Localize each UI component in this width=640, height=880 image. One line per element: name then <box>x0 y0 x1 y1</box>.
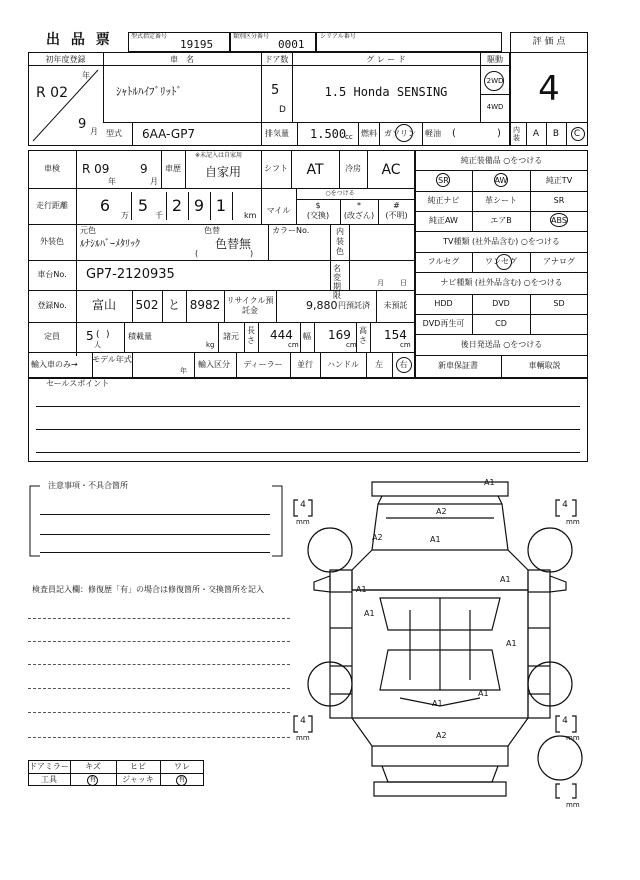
scratch-label: キズ <box>85 762 101 771</box>
jack-label: ジャッキ <box>122 775 154 784</box>
tv-label: TV種類 (社外品含む) ○をつける <box>443 237 560 246</box>
height-value: 154 <box>384 328 407 342</box>
navi-dvd: DVD <box>492 299 510 308</box>
handle-left: 左 <box>375 360 383 369</box>
tread-rear-left-unit: mm <box>296 734 310 742</box>
length-label: 長さ <box>247 326 255 345</box>
handle-right-circle <box>396 357 412 373</box>
mileage-digit-4: 9 <box>193 196 205 215</box>
tools-label: 工具 <box>41 775 57 784</box>
mark-right-rear: A1 <box>506 639 517 648</box>
title-change-month: 月 <box>377 279 384 287</box>
tread-front-left: 4 <box>300 500 306 510</box>
inspector-label: 検査員記入欄：修復歴「有」の場合は修復箇所・交換箇所を記入 <box>32 585 264 594</box>
genuine-sr: SR <box>438 176 449 185</box>
model-year-label: モデル年式 <box>92 355 132 364</box>
history-label: 車歴 <box>165 164 181 173</box>
handle-label: ハンドル <box>327 360 359 369</box>
shift-value: AT <box>306 162 324 178</box>
sunroof: SR <box>553 196 565 205</box>
capacity-label: 定員 <box>44 332 60 341</box>
leather-seat: 革シート <box>485 196 517 205</box>
length-value: 444 <box>270 328 293 342</box>
tamper-sym: * <box>357 201 361 210</box>
inspection-month-unit: 月 <box>150 177 158 186</box>
break-label: ワレ <box>174 762 190 771</box>
genuine-sr-circle <box>436 173 450 187</box>
capacity-value: 5 <box>86 329 94 343</box>
unknown-sym: # <box>393 201 400 210</box>
navi-sd: SD <box>553 299 565 308</box>
import-only-label: 輸入車のみ→ <box>31 360 78 369</box>
mileage-digit-5: 1 <box>215 196 227 215</box>
inspection-label: 車検 <box>44 164 60 173</box>
year-unit: 年 <box>82 71 90 80</box>
tread-front-left-unit: mm <box>296 518 310 526</box>
tools-circle <box>87 775 98 786</box>
doors-value: 5 <box>271 83 280 98</box>
exchange-sym: $ <box>315 201 321 210</box>
import-class-label: 輸入区分 <box>198 360 230 369</box>
gasoline-circle <box>395 124 413 142</box>
mark-rear-bumper: A2 <box>436 731 447 740</box>
dealer-option: ディーラー <box>243 360 283 369</box>
inspection-year: R 09 <box>82 162 110 176</box>
length-unit: cm <box>288 341 299 349</box>
first-reg-month: 9 <box>78 117 87 132</box>
form-title: 出 品 票 <box>46 32 113 48</box>
genuine-tv: 純正TV <box>545 176 573 185</box>
parallel-option: 並行 <box>297 360 313 369</box>
tools-value: 有 <box>89 775 97 783</box>
interior-grade-c: C <box>573 129 581 139</box>
mark-front-left: A2 <box>372 533 383 542</box>
displacement-value: 1.500 <box>310 127 347 141</box>
capacity-paren-close: ) <box>106 330 110 340</box>
repaint-label: 色替 <box>204 226 220 235</box>
class-no-label: 類別区分番号 <box>233 33 270 40</box>
mark-hood: A2 <box>436 507 447 516</box>
mirror-label: ドアミラー <box>29 762 69 771</box>
drive-4wd: 4WD <box>486 103 504 111</box>
recycle-unit: 円預託済 <box>338 301 370 310</box>
mark-front-bumper: A1 <box>484 478 495 487</box>
mark-hood-2: A1 <box>430 535 441 544</box>
mile-label: マイル <box>266 206 291 215</box>
dims-label: 諸元 <box>223 332 239 341</box>
genuine-aw-row: 純正AW <box>429 216 458 225</box>
repaint-paren-open: ( <box>195 249 199 258</box>
ac-label: 冷房 <box>345 164 361 173</box>
tv-analog: アナログ <box>543 257 575 266</box>
tread-spare-unit: mm <box>566 801 580 809</box>
recycle-status: 未預託 <box>383 301 408 310</box>
drive-label: 駆動 <box>487 55 503 64</box>
mileage-man: 万 <box>121 211 129 220</box>
sales-point-label: セールスポイント <box>46 379 110 388</box>
caution-frame <box>28 481 284 558</box>
new-car-warranty: 新車保証書 <box>438 361 478 370</box>
width-value: 169 <box>328 328 351 342</box>
vin-label: 車台No. <box>37 270 67 279</box>
diesel: 軽油 <box>425 129 441 138</box>
title-change-label: 名変期限 <box>333 264 341 300</box>
airbag: エアB <box>490 216 512 225</box>
diesel-paren-close: ) <box>497 128 501 139</box>
load-unit: kg <box>206 341 215 349</box>
width-label: 幅 <box>303 332 311 341</box>
interior-grade-a: A <box>532 129 540 139</box>
month-unit: 月 <box>90 127 98 136</box>
cd: CD <box>495 319 507 328</box>
car-name: ｼｬﾄﾙﾊｲﾌﾞﾘｯﾄﾞ <box>116 85 182 98</box>
first-reg-label: 初年度登録 <box>45 55 86 64</box>
interior-label: 内装 <box>513 126 520 142</box>
mileage-sen: 千 <box>155 211 163 220</box>
model-value: 6AA-GP7 <box>142 127 196 141</box>
original-color-label: 元色 <box>80 226 96 235</box>
mark-right-door: A1 <box>500 575 511 584</box>
reg-area: 富山 <box>91 298 116 312</box>
repaint-paren-close: ) <box>250 249 254 258</box>
navi-hdd: HDD <box>434 299 453 308</box>
type-no-label: 型式指定番号 <box>131 33 168 40</box>
tamper-label: (改ざん) <box>343 211 375 220</box>
height-label: 高さ <box>359 326 367 345</box>
mileage-digit-2: 5 <box>137 196 149 215</box>
unknown-label: (不明) <box>385 211 408 220</box>
mileage-km: km <box>244 211 257 220</box>
reg-num: 8982 <box>189 298 221 312</box>
genuine-aw-circle <box>494 173 508 187</box>
genuine-navi: 純正ナビ <box>427 196 460 205</box>
crack-label: ヒビ <box>130 762 146 771</box>
recycle-amount: 9,880 <box>306 299 338 312</box>
jack-circle <box>176 775 187 786</box>
fuel-label: 燃料 <box>361 129 377 138</box>
abs: ABS <box>551 216 567 225</box>
tread-rear-left: 4 <box>300 716 306 726</box>
grade-label: グ レ ー ド <box>366 55 406 64</box>
mark-left-door: A1 <box>356 585 367 594</box>
car-diagram <box>290 470 600 820</box>
shift-label: シフト <box>264 164 288 173</box>
displacement-unit: cc <box>345 133 353 141</box>
capacity-paren: ( <box>96 330 100 340</box>
vin-value: GP7-2120935 <box>86 267 175 282</box>
tread-rear-right: 4 <box>562 716 568 726</box>
abs-circle <box>550 213 568 227</box>
dvd-play: DVD再生可 <box>422 319 465 328</box>
first-reg-era: R 02 <box>36 85 68 101</box>
grade-value: 1.5 Honda SENSING <box>324 85 448 99</box>
model-year-unit: 年 <box>180 367 187 375</box>
tv-fullseg: フルセグ <box>427 257 460 266</box>
car-name-label: 車 名 <box>170 55 194 64</box>
serial-label: シリアル番号 <box>320 33 356 40</box>
navi-label: ナビ種類 (社外品含む) ○をつける <box>440 278 563 287</box>
displacement-label: 排気量 <box>265 129 289 138</box>
recycle-label: リサイクル預託金 <box>226 296 274 315</box>
sales-point-box <box>28 378 588 462</box>
diesel-paren-open: ( <box>452 128 456 139</box>
interior-color-label: 内装色 <box>336 227 344 256</box>
capacity-unit: 人 <box>94 341 101 349</box>
load-label: 積載量 <box>128 332 152 341</box>
repaint-value: 色替無 <box>215 237 252 251</box>
inspection-year-unit: 年 <box>108 177 116 186</box>
tv-oneseg: ワンセグ <box>485 257 517 266</box>
width-unit: cm <box>346 341 357 349</box>
mileage-digit-1: 6 <box>99 196 111 215</box>
ac-value: AC <box>381 162 401 178</box>
color-label: 外装色 <box>40 237 64 246</box>
tv-oneseg-circle <box>496 254 512 270</box>
interior-grade-b: B <box>552 129 560 139</box>
mileage-circle-note: ○をつける <box>325 190 355 197</box>
mark-left-rear: A1 <box>364 609 375 618</box>
color-no-label: カラーNo. <box>272 226 310 235</box>
inspection-month: 9 <box>140 162 148 176</box>
tread-front-right-unit: mm <box>566 518 580 526</box>
jack-value: 有 <box>178 775 186 783</box>
gasoline: ガソリン <box>384 129 416 138</box>
title-change-day: 日 <box>400 279 407 287</box>
exchange-label: (交換) <box>306 211 330 220</box>
reg-kana: と <box>167 298 180 312</box>
genuine-aw: AW <box>494 176 508 185</box>
interior-grade-circle <box>571 127 585 141</box>
caution-label: 注意事項・不具合箇所 <box>48 481 128 490</box>
height-unit: cm <box>400 341 411 349</box>
later-label: 後日発送品 ○をつける <box>460 340 543 349</box>
vehicle-manual: 車輌取説 <box>528 361 561 370</box>
original-color: ﾙﾅｼﾙﾊﾞｰﾒﾀﾘｯｸ <box>80 239 140 250</box>
class-no: 0001 <box>278 38 305 51</box>
score-label: 評 価 点 <box>532 37 566 47</box>
mark-roof-rear: A1 <box>432 699 443 708</box>
handle-right: 右 <box>399 360 408 369</box>
mileage-digit-3: 2 <box>171 196 183 215</box>
mileage-label: 走行距離 <box>36 201 68 210</box>
score-value: 4 <box>538 69 560 109</box>
tread-front-right: 4 <box>562 500 568 510</box>
history-value: 自家用 <box>204 165 241 179</box>
reg-class: 502 <box>135 298 159 312</box>
tread-rear-right-unit: mm <box>566 734 580 742</box>
drive-2wd: 2WD <box>486 77 504 85</box>
doors-label: ドア数 <box>264 55 289 64</box>
model-label: 型式 <box>106 129 122 138</box>
reg-label: 登録No. <box>37 301 67 310</box>
type-no: 19195 <box>180 38 214 51</box>
body-code: D <box>279 105 286 115</box>
genuine-label: 純正装備品 ○をつける <box>460 156 543 165</box>
mark-rear-quarter: A1 <box>478 689 489 698</box>
history-note: ※未記入は自家用 <box>195 152 243 159</box>
